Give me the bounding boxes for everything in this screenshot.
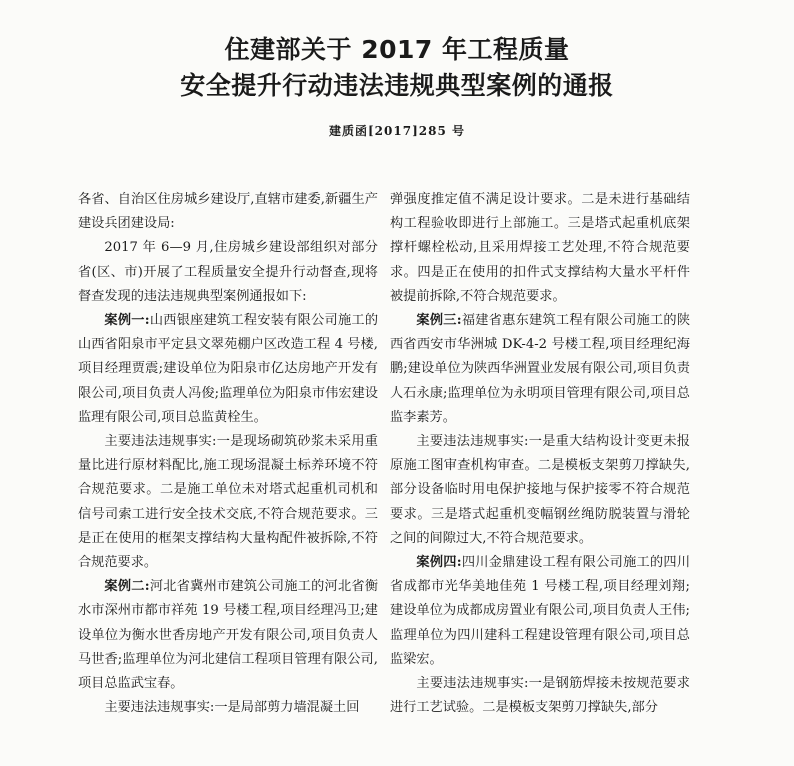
paragraph-case-3-violations: 主要违法违规事实:一是重大结构设计变更未报原施工图审查机构审查。二是模板支架剪刀撑缺失,部分设备临时用电保护接地与保护接零不符合规范要求。三是塔式起重机变幅钢丝绳防脱装置与滑轮之间的间隙过大,不符合规范要求。 [390, 434, 690, 546]
case-2-label: 案例二: [104, 579, 150, 595]
title-line-2: 安全提升行动违法违规典型案例的通报 [180, 71, 614, 100]
paragraph-addressee: 各省、自治区住房城乡建设厅,直辖市建委,新疆生产建设兵团建设局: [78, 192, 378, 232]
paragraph-case-1-violations: 主要违法违规事实:一是现场砌筑砂浆未采用重量比进行原材料配比,施工现场混凝土标养环境不符合规范要求。二是施工单位未对塔式起重机司机和信号司索工进行安全技术交底,不符合规范要求。三是正在使用的框架支撑结构大量构配件被拆除,不符合规范要求。 [78, 434, 378, 571]
paragraph-case-4: 案例四:四川金鼎建设工程有限公司施工的四川省成都市光华美地佳苑 1 号楼工程,项目经理刘翔;建设单位为成都成房置业有限公司,项目负责人王伟;监理单位为四川建科工程建设管理有限公司,项目总监梁宏。 [390, 555, 691, 667]
page-title [0, 32, 794, 104]
document-number: 建质函[2017]285 号 [329, 124, 465, 138]
title-line-1: 住建部关于 2017 年工程质量 [224, 35, 570, 64]
left-column [78, 188, 378, 720]
case-1-label: 案例一: [104, 313, 150, 329]
paragraph-intro: 2017 年 6—9 月,住房城乡建设部组织对部分省(区、市)开展了工程质量安全提升行动督查,现将督查发现的违法违规典型案例通报如下: [78, 240, 378, 304]
paragraph-case-3: 案例三:福建省惠东建筑工程有限公司施工的陕西省西安市华洲城 DK-4-2 号楼工程,项目经理纪海鹏;建设单位为陕西华洲置业发展有限公司,项目负责人石永康;监理单位为永明项目管理有限公司,项目总监李素芳。 [390, 313, 691, 425]
case-3-label: 案例三: [416, 313, 462, 329]
paragraph-case-2: 案例二:河北省冀州市建筑公司施工的河北省衡水市深州市都市祥苑 19 号楼工程,项目经理冯卫;建设单位为衡水世香房地产开发有限公司,项目负责人马世香;监理单位为河北建信工程项目管理有限公司,项目总监武宝春。 [78, 579, 379, 692]
paragraph-case-4-violations: 主要违法违规事实:一是钢筋焊接未按规范要求进行工艺试验。二是模板支架剪刀撑缺失,部分 [390, 676, 690, 716]
paragraph-case-2-violations-cont: 弹强度推定值不满足设计要求。二是未进行基础结构工程验收即进行上部施工。三是塔式起重机底架撑杆螺栓松动,且采用焊接工艺处理,不符合规范要求。四是正在使用的扣件式支撑结构大量水平杆件被提前拆除,不符合规范要求。 [390, 192, 690, 304]
right-column [390, 188, 690, 720]
paragraph-case-2-violations: 主要违法违规事实:一是局部剪力墙混凝土回 [104, 700, 360, 716]
case-4-label: 案例四: [416, 555, 462, 571]
paragraph-case-1: 案例一:山西银座建筑工程安装有限公司施工的山西省阳泉市平定县文翠苑棚户区改造工程 4 号楼,项目经理贾震;建设单位为阳泉市亿达房地产开发有限公司,项目负责人冯俊;监理单位为阳泉市伟宏建设监理有限公司,项目总监黄栓生。 [78, 313, 379, 425]
